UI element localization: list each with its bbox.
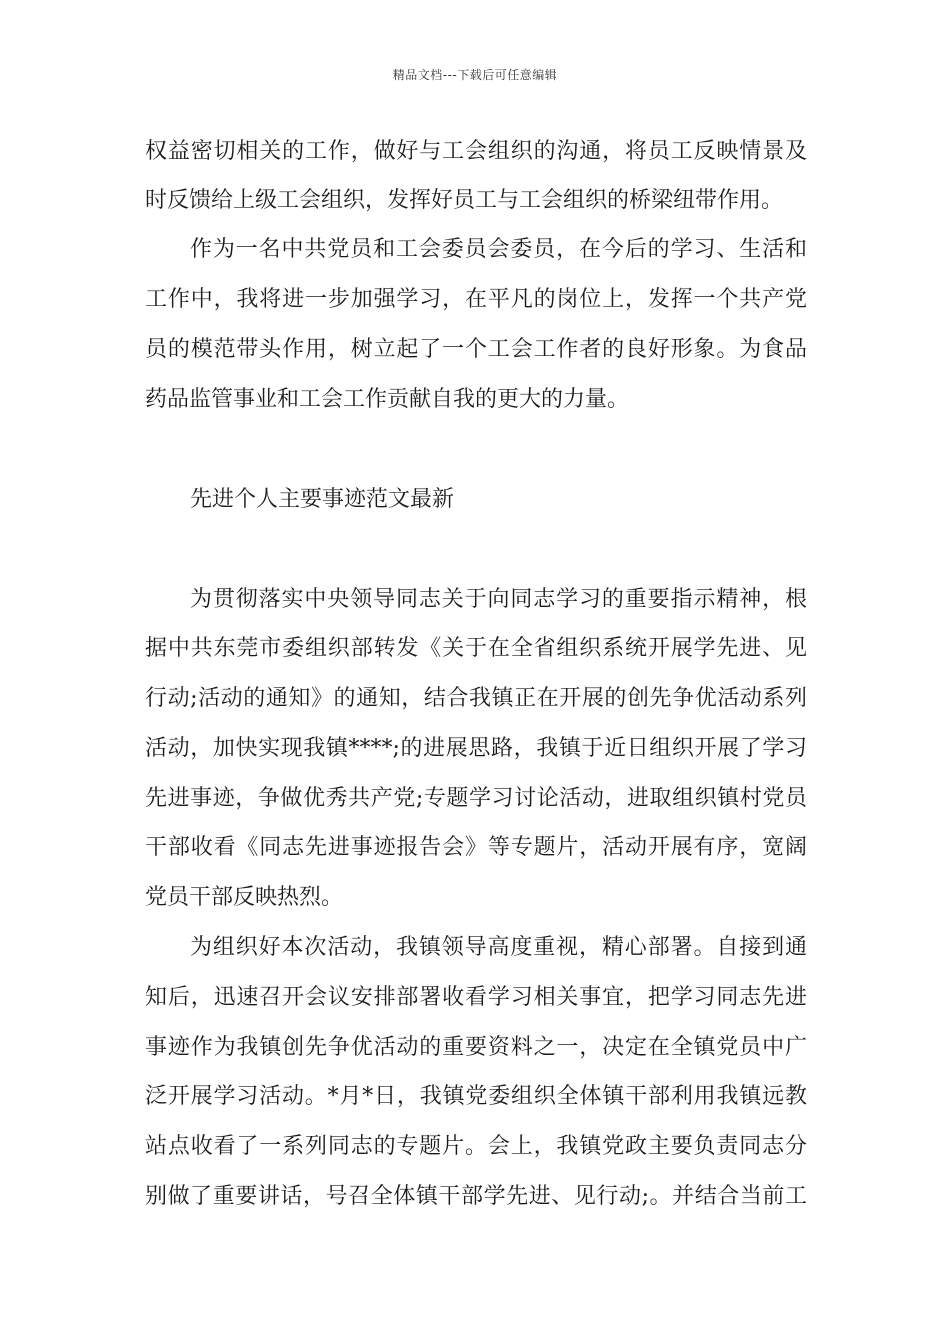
paragraph-line: 工作中，我将进一步加强学习，在平凡的岗位上，发挥一个共产党 — [145, 287, 807, 312]
paragraph-line: 别做了重要讲话，号召全体镇干部学先进、见行动;。并结合当前工 — [145, 1184, 807, 1209]
page-header: 精品文档---下载后可任意编辑 — [392, 68, 558, 82]
paragraph-line: 权益密切相关的工作，做好与工会组织的沟通，将员工反映情景及 — [145, 139, 807, 164]
paragraph-line: 行动;活动的通知》的通知，结合我镇正在开展的创先争优活动系列 — [145, 686, 807, 711]
paragraph-line: 党员干部反映热烈。 — [145, 885, 344, 910]
paragraph-line: 员的模范带头作用，树立起了一个工会工作者的良好形象。为食品 — [145, 337, 807, 362]
paragraph-line: 站点收看了一系列同志的专题片。会上，我镇党政主要负责同志分 — [145, 1134, 807, 1159]
paragraph-line: 知后，迅速召开会议安排部署收看学习相关事宜，把学习同志先进 — [145, 985, 807, 1010]
paragraph-line: 据中共东莞市委组织部转发《关于在全省组织系统开展学先进、见 — [145, 636, 807, 661]
paragraph-line: 干部收看《同志先进事迹报告会》等专题片，活动开展有序，宽阔 — [145, 835, 807, 860]
paragraph-line: 先进事迹，争做优秀共产党;专题学习讨论活动，进取组织镇村党员 — [145, 786, 807, 811]
paragraph-line: 作为一名中共党员和工会委员会委员，在今后的学习、生活和 — [190, 237, 807, 262]
section-title: 先进个人主要事迹范文最新 — [190, 487, 455, 512]
paragraph-line: 为组织好本次活动，我镇领导高度重视，精心部署。自接到通 — [190, 935, 807, 960]
paragraph-line: 泛开展学习活动。*月*日，我镇党委组织全体镇干部利用我镇远教 — [145, 1084, 807, 1109]
paragraph-line: 事迹作为我镇创先争优活动的重要资料之一，决定在全镇党员中广 — [145, 1035, 807, 1060]
paragraph-line: 药品监管事业和工会工作贡献自我的更大的力量。 — [145, 387, 630, 412]
paragraph-line: 活动，加快实现我镇****;的进展思路，我镇于近日组织开展了学习 — [145, 736, 807, 761]
paragraph-line: 时反馈给上级工会组织，发挥好员工与工会组织的桥梁纽带作用。 — [145, 188, 784, 213]
paragraph-line: 为贯彻落实中央领导同志关于向同志学习的重要指示精神，根 — [190, 587, 807, 612]
